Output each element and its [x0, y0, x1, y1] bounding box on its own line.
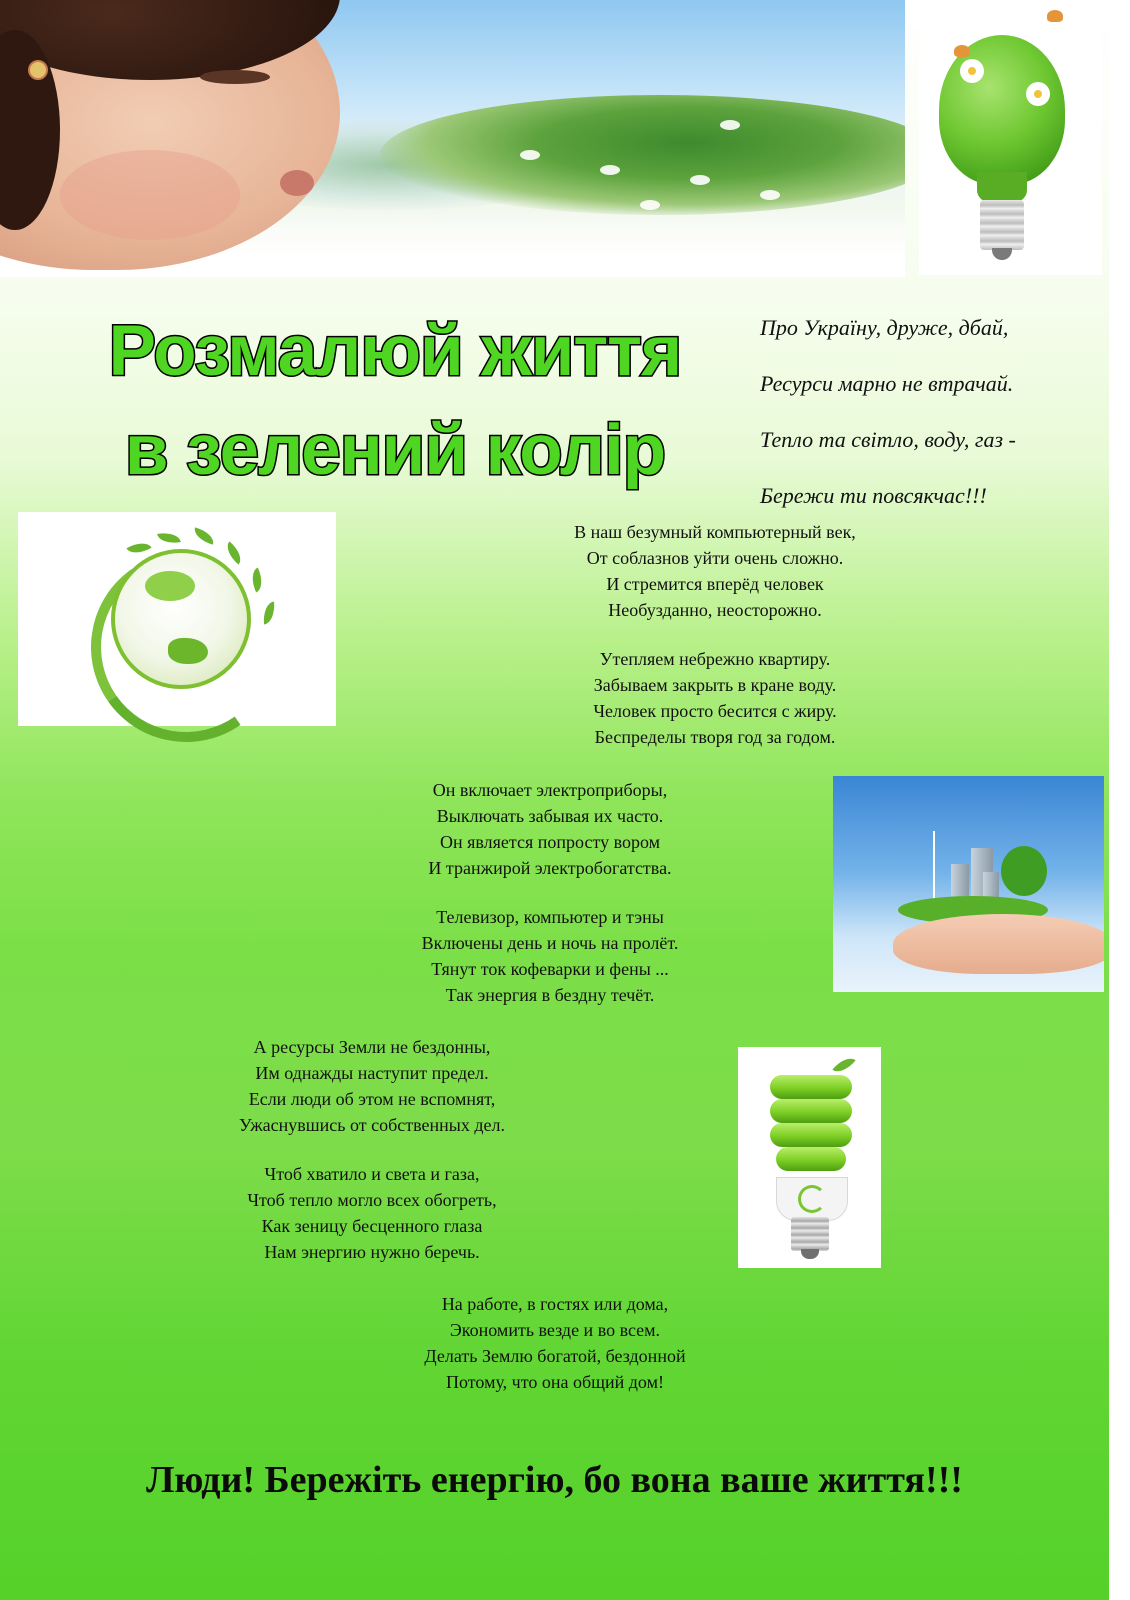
poem-line: Необузданно, неосторожно.: [608, 600, 822, 620]
verse-line: Тепло та світло, воду, газ -: [760, 427, 1016, 452]
dandelion-seed: [640, 200, 660, 210]
poem-stanza: [152, 1161, 592, 1265]
globe-continent: [145, 571, 195, 601]
daisy-flower: [1029, 85, 1047, 103]
eco-globe-image: [18, 512, 336, 726]
dandelion-seed: [600, 165, 620, 175]
leaf-icon: [157, 530, 181, 546]
child-eye: [200, 70, 270, 84]
poem-line: Беспределы творя год за годом.: [594, 727, 836, 747]
title-line-1: Розмалюй життя: [108, 312, 682, 391]
poem-line: Тянут ток кофеварки и фены ...: [431, 959, 669, 979]
ukrainian-verse: [760, 300, 1100, 524]
poem-stanza: [495, 519, 935, 623]
poem-stanza: [330, 777, 770, 881]
poem-line: А ресурсы Земли не бездонны,: [253, 1037, 491, 1057]
poem-line: В наш безумный компьютерный век,: [574, 522, 856, 542]
poem-line: Выключать забывая их часто.: [436, 806, 664, 826]
wind-turbine-icon: [933, 831, 935, 901]
poem-stanza: [330, 904, 770, 1008]
verse-line: Про Україну, друже, дбай,: [760, 315, 1009, 340]
poem-line: Он является попросту вором: [439, 832, 661, 852]
globe-icon: [111, 549, 251, 689]
poem-line: Если люди об этом не вспомнят,: [248, 1089, 496, 1109]
poem-line: Делать Землю богатой, бездонной: [424, 1346, 686, 1366]
child-earring: [28, 60, 48, 80]
child-cheek: [60, 150, 240, 240]
tree-icon: [1001, 846, 1047, 896]
bulb-coil: [770, 1099, 852, 1123]
bulb-tip: [801, 1249, 819, 1259]
dandelion-seed: [690, 175, 710, 185]
bulb-coil: [776, 1147, 846, 1171]
poem-line: И стремится вперёд человек: [606, 574, 824, 594]
poem-stanza: [495, 646, 935, 750]
poem-line: Он включает электроприборы,: [432, 780, 668, 800]
child-lips: [280, 170, 314, 196]
butterfly-icon: [1047, 10, 1063, 22]
bulb-tip: [992, 248, 1012, 260]
poem-line: На работе, в гостях или дома,: [441, 1294, 669, 1314]
poem-line: Человек просто бесится с жиру.: [593, 701, 837, 721]
bulb-glass-grass: [939, 35, 1065, 185]
dandelion-seed: [520, 150, 540, 160]
poem-line: Потому, что она общий дом!: [446, 1372, 664, 1392]
leaf-icon: [832, 1053, 855, 1078]
header-photo-child-dandelion: [0, 0, 905, 277]
poem-stanza: [152, 1034, 592, 1138]
verse-line: Ресурси марно не втрачай.: [760, 371, 1014, 396]
dandelion-seed: [720, 120, 740, 130]
grass-lightbulb-image: [919, 0, 1102, 275]
leaf-icon: [126, 537, 151, 558]
poem-line: Ужаснувшись от собственных дел.: [239, 1115, 505, 1135]
poem-stanza: [335, 1291, 775, 1395]
energy-saving-bulb-image: [738, 1047, 881, 1268]
closing-slogan: Люди! Бережіть енергію, бо вона ваше життя!!!: [146, 1459, 963, 1501]
globe-continent: [168, 638, 208, 664]
title-line-2: в зелений колір: [124, 411, 666, 490]
page-title: [70, 302, 720, 500]
poem-line: Включены день и ночь на пролёт.: [421, 933, 679, 953]
right-margin: [1109, 0, 1130, 1600]
poem-line: И транжирой электробогатства.: [428, 858, 672, 878]
bulb-coil: [770, 1075, 852, 1099]
bulb-coil: [770, 1123, 852, 1147]
poem-line: От соблазнов уйти очень сложно.: [586, 548, 844, 568]
poem-line: Нам энергию нужно беречь.: [264, 1242, 480, 1262]
butterfly-icon: [954, 45, 970, 57]
dandelion-seed: [760, 190, 780, 200]
hand-icon: [893, 914, 1104, 974]
poem-line: Как зеницу бесценного глаза: [261, 1216, 483, 1236]
poem-line: Телевизор, компьютер и тэны: [436, 907, 664, 927]
poem-line: Экономить везде и во всем.: [449, 1320, 661, 1340]
poem-line: Забываем закрыть в кране воду.: [593, 675, 837, 695]
recycle-icon: [798, 1185, 826, 1213]
poem-line: Утепляем небрежно квартиру.: [599, 649, 831, 669]
poem-line: Чтоб тепло могло всех обогреть,: [247, 1190, 497, 1210]
bulb-screw-base: [980, 200, 1024, 250]
poem-line: Чтоб хватило и света и газа,: [264, 1164, 480, 1184]
leaf-icon: [192, 527, 216, 544]
bulb-neck: [977, 172, 1027, 202]
eco-city-in-hand-image: [833, 776, 1104, 992]
poem-line: Так энергия в бездну течёт.: [445, 985, 655, 1005]
verse-line: Бережи ти повсякчас!!!: [760, 483, 987, 508]
daisy-flower: [963, 62, 981, 80]
poem-line: Им однажды наступит предел.: [255, 1063, 489, 1083]
bulb-screw: [791, 1217, 829, 1251]
